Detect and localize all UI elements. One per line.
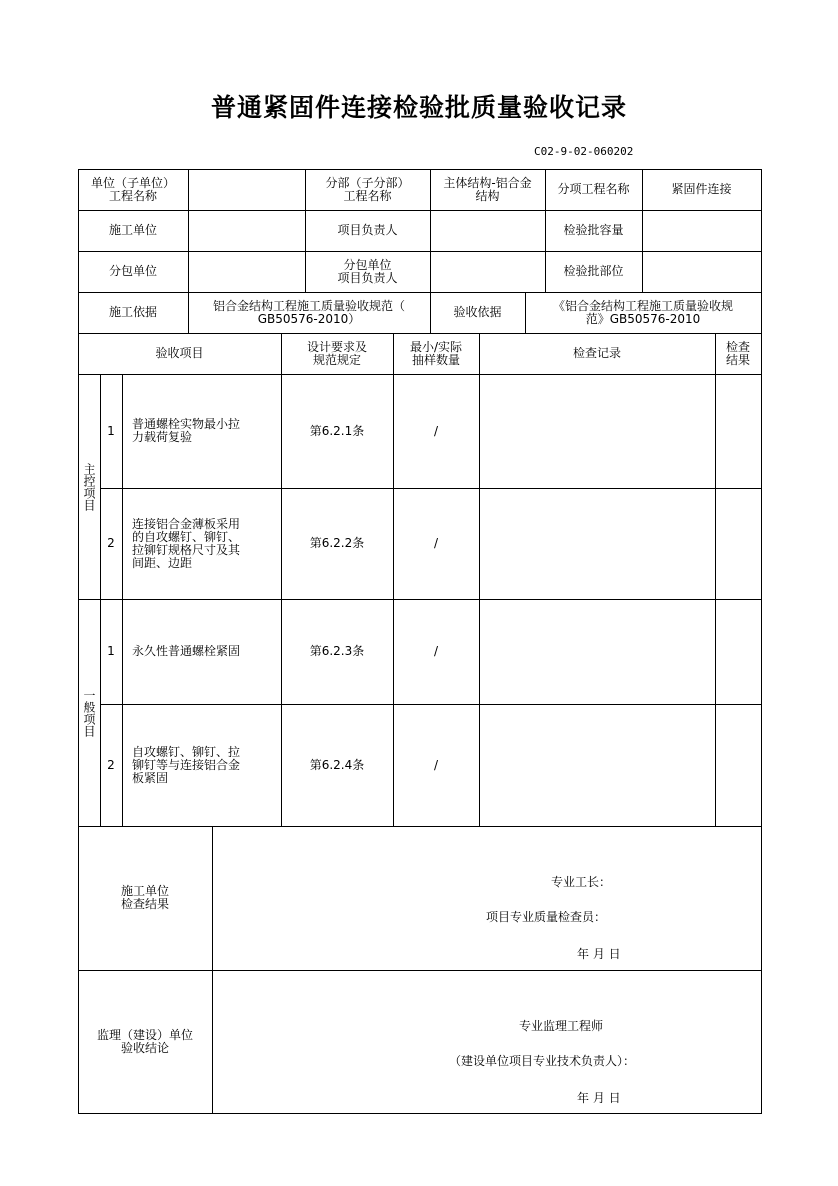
sub-manager-label: 分包单位 项目负责人 [337,257,398,285]
supervisor-date: 年 月 日 [577,1091,621,1105]
batch-location-field[interactable] [642,251,761,292]
subitem-field[interactable]: 紧固件连接 [671,182,732,196]
owner-representative-label: （建设单位项目专业技术负责人）： [449,1054,636,1068]
supervisor-check-area[interactable] [213,971,761,1113]
col-header-requirement: 设计要求及 规范规定 [306,339,367,367]
contractor-check-area[interactable] [213,827,761,970]
row-sample[interactable]: / [433,757,439,772]
group-label-main-control: 主控项目 [82,462,96,511]
row-number: 2 [107,757,115,772]
row-item: 永久性普通螺栓紧固 [132,644,241,658]
row-record[interactable] [479,374,715,488]
row-record[interactable] [479,599,715,704]
unit-name-field[interactable] [188,169,305,210]
contractor-date: 年 月 日 [577,947,621,961]
project-manager-field[interactable] [430,210,545,251]
acceptance-basis-label: 验收依据 [453,305,502,319]
row-sample[interactable]: / [433,423,439,438]
project-manager-label: 项目负责人 [337,223,398,237]
row-sample[interactable]: / [433,536,439,550]
subdivision-field[interactable]: 主体结构-铝合金 结构 [443,175,532,203]
row-item: 普通螺栓实物最小拉 力载荷复验 [132,417,241,444]
row-sample[interactable]: / [433,644,439,658]
sub-manager-field[interactable] [430,251,545,292]
row-result[interactable] [715,599,761,704]
row-requirement: 第6.2.2条 [309,536,365,550]
page-title: 普通紧固件连接检验批质量验收记录 [210,93,627,122]
contractor-label: 施工单位 [108,223,157,237]
subcontractor-field[interactable] [188,251,305,292]
quality-inspector-signature-label: 项目专业质量检查员： [486,910,607,924]
basis-label: 施工依据 [108,305,157,319]
acceptance-basis-field[interactable]: 《铝合金结构工程施工质量验收规 范》GB50576-2010 [552,298,733,326]
row-record[interactable] [479,488,715,599]
subdivision-label: 分部（子分部） 工程名称 [325,175,410,203]
col-header-item: 验收项目 [155,346,204,360]
row-requirement: 第6.2.1条 [309,423,365,438]
group-label-general: 一般项目 [82,688,96,737]
row-result[interactable] [715,374,761,488]
subitem-label: 分项工程名称 [557,182,630,196]
form-code: C02-9-02-060202 [534,145,634,158]
basis-field[interactable]: 铝合金结构工程施工质量验收规范（ GB50576-2010） [212,298,405,326]
row-number: 2 [107,536,115,550]
row-result[interactable] [715,488,761,599]
contractor-check-label: 施工单位 检查结果 [120,884,169,911]
row-item: 连接铝合金薄板采用 的自攻螺钉、铆钉、 拉铆钉规格尺寸及其 间距、边距 [132,516,241,570]
contractor-field[interactable] [188,210,305,251]
foreman-signature-label: 专业工长： [551,875,612,889]
row-number: 1 [107,644,115,658]
unit-name-label: 单位（子单位） 工程名称 [90,175,175,203]
supervisor-check-label: 监理（建设）单位 验收结论 [96,1027,193,1055]
batch-capacity-field[interactable] [642,210,761,251]
row-requirement: 第6.2.4条 [309,757,365,772]
col-header-record: 检查记录 [572,346,621,360]
col-header-sample: 最小/实际 抽样数量 [409,339,463,367]
row-record[interactable] [479,704,715,826]
row-item: 自攻螺钉、铆钉、拉 铆钉等与连接铝合金 板紧固 [132,744,241,785]
batch-capacity-label: 检验批容量 [563,223,624,237]
row-requirement: 第6.2.3条 [309,644,365,658]
col-header-result: 检查 结果 [725,339,750,367]
row-result[interactable] [715,704,761,826]
supervisor-engineer-label: 专业监理工程师 [519,1019,604,1033]
row-number: 1 [107,423,115,438]
subcontractor-label: 分包单位 [108,264,157,278]
batch-location-label: 检验批部位 [563,264,624,278]
